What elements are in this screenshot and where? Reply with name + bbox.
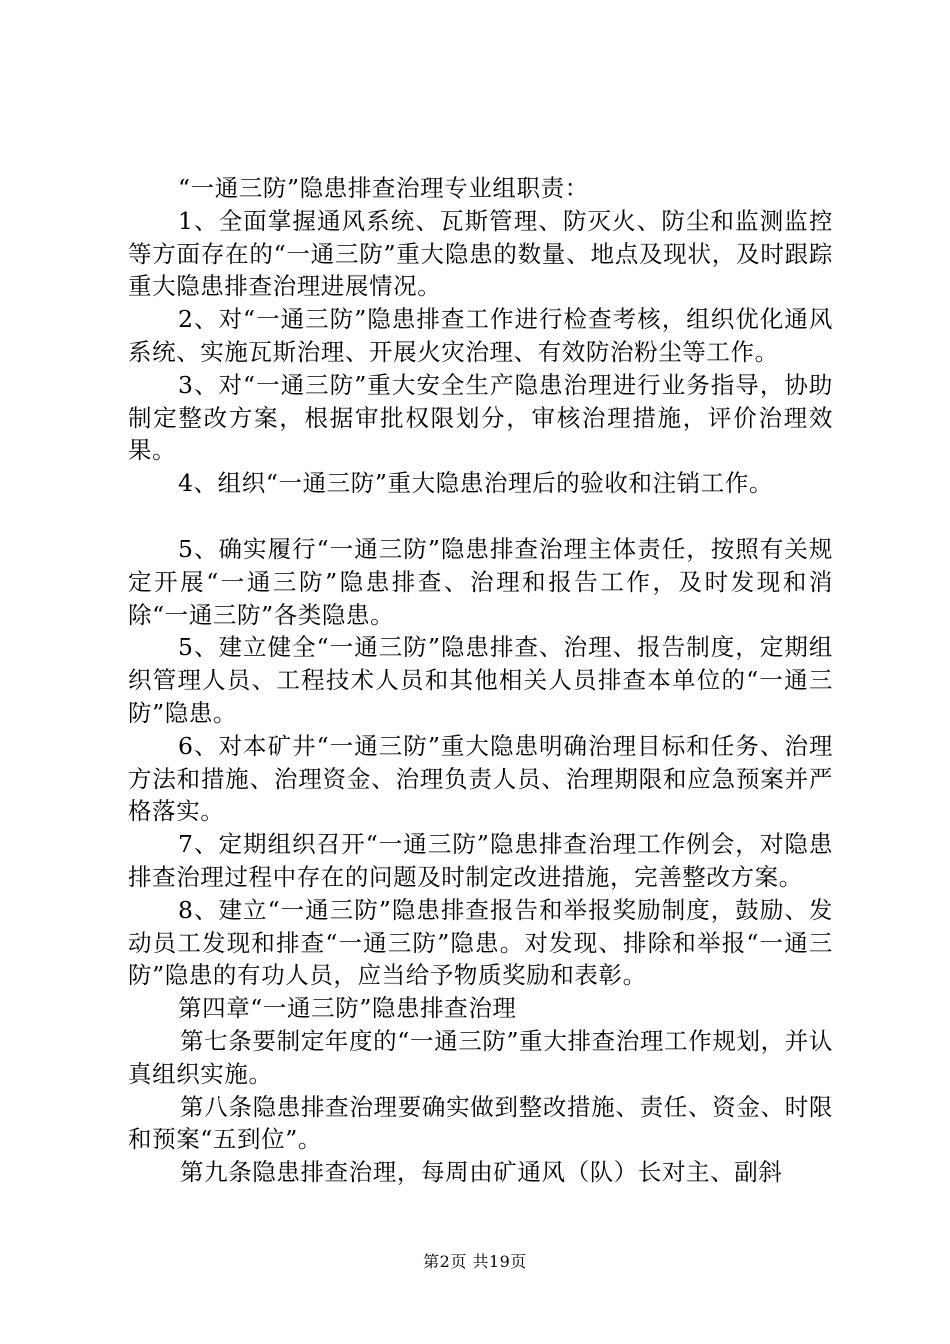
chapter-heading: 第四章“一通三防”隐患排查治理 [178,994,517,1023]
article-paragraph: 第七条要制定年度的“一通三防”重大排查治理工作规划，并认真组织实施。 [128,1026,833,1088]
paragraph: 7、定期组织召开“一通三防”隐患排查治理工作例会，对隐患排查治理过程中存在的问题及时制定改进措施，完善整改方案。 [128,830,833,891]
paragraph: 1、全面掌握通风系统、瓦斯管理、防灭火、防尘和监测监控等方面存在的“一通三防”重大隐患的数量、地点及现状，及时跟踪重大隐患排查治理进展情况。 [128,206,833,301]
paragraph: 8、建立“一通三防”隐患排查报告和举报奖励制度，鼓励、发动员工发现和排查“一通三防”隐患。对发现、排除和举报“一通三防”隐患的有功人员，应当给予物质奖励和表彰。 [128,895,833,990]
article-paragraph: 第九条隐患排查治理，每周由矿通风（队）长对主、副斜 [180,1158,783,1187]
paragraph: 5、建立健全“一通三防”隐患排查、治理、报告制度，定期组织管理人员、工程技术人员和其他相关人员排查本单位的“一通三防”隐患。 [128,633,833,727]
page-number: 第2页 共19页 [423,1252,527,1271]
paragraph: 6、对本矿井“一通三防”重大隐患明确治理目标和任务、治理方法和措施、治理资金、治理负责人员、治理期限和应急预案并严格落实。 [128,731,833,826]
article-paragraph: 第八条隐患排查治理要确实做到整改措施、责任、资金、时限和预案“五到位”。 [128,1092,833,1154]
paragraph: 3、对“一通三防”重大安全生产隐患治理进行业务指导，协助制定整改方案，根据审批权限划分，审核治理措施，评价治理效果。 [128,370,833,465]
paragraph: 2、对“一通三防”隐患排查工作进行检查考核，组织优化通风系统、实施瓦斯治理、开展火灾治理、有效防治粉尘等工作。 [128,305,833,366]
document-body [128,172,833,1189]
section-heading: “一通三防”隐患排查治理专业组职责： [178,174,589,202]
paragraph: 5、确实履行“一通三防”隐患排查治理主体责任，按照有关规定开展“一通三防”隐患排查、治理和报告工作，及时发现和消除“一通三防”各类隐患。 [128,534,833,629]
paragraph: 4、组织“一通三防”重大隐患治理后的验收和注销工作。 [178,469,774,498]
